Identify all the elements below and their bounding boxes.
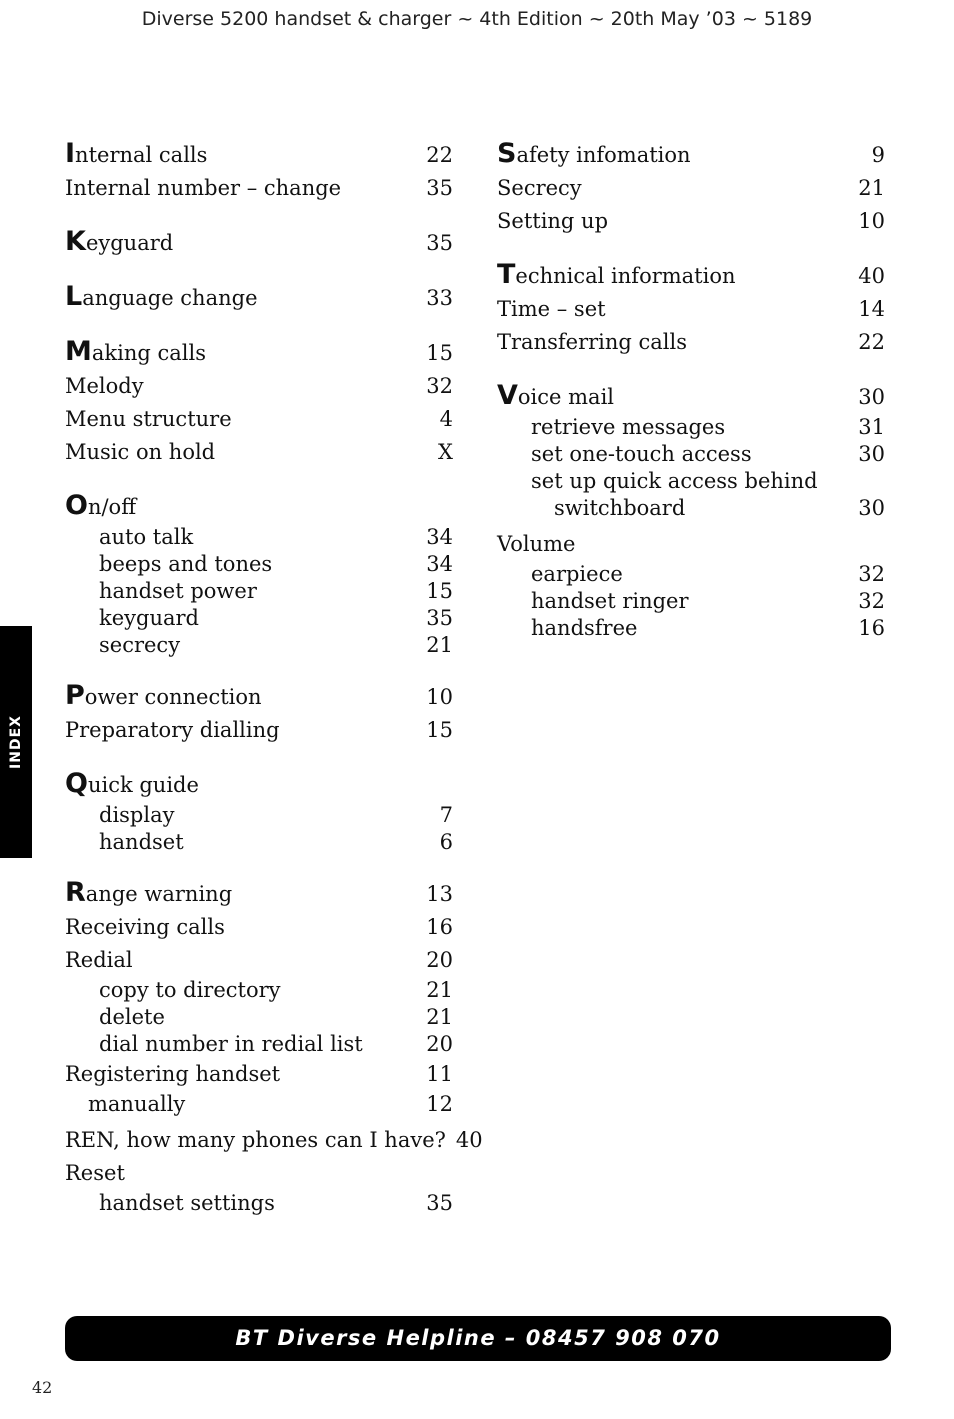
index-group-s (497, 137, 885, 238)
index-entry (497, 379, 885, 414)
index-term: copy to directory (99, 978, 281, 1002)
index-initial-letter: R (65, 877, 86, 908)
index-entry (65, 1124, 483, 1157)
index-subentry (65, 1091, 453, 1118)
index-entry (497, 326, 885, 359)
index-page-number: 15 (426, 718, 453, 742)
index-term: handset settings (99, 1191, 275, 1215)
index-group-o (65, 489, 453, 659)
index-initial-letter: Q (65, 768, 88, 799)
index-page-number: 13 (426, 882, 453, 906)
index-term: aking calls (91, 341, 206, 365)
index-initial-letter: V (497, 380, 518, 411)
index-term: anguage change (82, 286, 258, 310)
index-page-number: 34 (426, 525, 453, 549)
index-entry (65, 679, 453, 714)
index-term: secrecy (99, 633, 181, 657)
index-term: handset (99, 830, 184, 854)
index-term: switchboard (554, 496, 686, 520)
index-page-number: 35 (426, 176, 453, 200)
index-page-number: 21 (426, 1005, 453, 1029)
index-term: set one-touch access (531, 442, 752, 466)
index-term: handsfree (531, 616, 638, 640)
index-initial-letter: M (65, 336, 92, 367)
index-initial-letter: S (497, 138, 517, 169)
index-group-m (65, 335, 453, 469)
index-page-number: 6 (439, 830, 453, 854)
index-column-right (497, 137, 885, 662)
index-term: earpiece (531, 562, 623, 586)
index-initial-letter: O (65, 490, 88, 521)
index-entry (65, 280, 453, 315)
index-subentry (65, 605, 453, 632)
index-group-k (65, 225, 453, 260)
index-page-number: 20 (426, 948, 453, 972)
index-page-number: 4 (439, 407, 453, 431)
index-entry (65, 370, 453, 403)
running-header: Diverse 5200 handset & charger ~ 4th Edition ~ 20th May ’03 ~ 5189 (141, 8, 813, 30)
index-initial-letter: I (65, 138, 76, 169)
index-term: Secrecy (497, 176, 582, 200)
page-number: 42 (32, 1378, 53, 1397)
index-subentry (65, 1031, 453, 1058)
index-page-number: 32 (858, 562, 885, 586)
index-page-number: 10 (426, 685, 453, 709)
index-entry (65, 1058, 453, 1091)
index-subentry (497, 468, 885, 495)
index-term: handset ringer (531, 589, 689, 613)
index-term: Registering handset (65, 1062, 281, 1086)
index-term: afety infomation (516, 143, 691, 167)
index-term: Reset (65, 1161, 125, 1185)
index-page-number: 34 (426, 552, 453, 576)
index-term: Volume (497, 532, 576, 556)
index-term: delete (99, 1005, 165, 1029)
index-initial-letter: K (65, 226, 86, 257)
index-term: Receiving calls (65, 915, 225, 939)
index-entry (497, 293, 885, 326)
index-term: Preparatory dialling (65, 718, 280, 742)
index-entry (497, 172, 885, 205)
index-group-l (65, 280, 453, 315)
index-entry (65, 1157, 453, 1190)
index-term: manually (88, 1092, 186, 1116)
index-subentry (65, 977, 453, 1004)
index-subentry (65, 551, 453, 578)
index-page-number: 30 (858, 442, 885, 466)
index-term: echnical information (515, 264, 736, 288)
index-term: Setting up (497, 209, 609, 233)
index-group-t (497, 258, 885, 359)
index-term: Melody (65, 374, 144, 398)
index-page-number: 30 (858, 385, 885, 409)
index-term: display (99, 803, 175, 827)
index-subentry (497, 441, 885, 468)
index-term: dial number in redial list (99, 1032, 363, 1056)
index-entry (65, 137, 453, 172)
index-term: retrieve messages (531, 415, 726, 439)
index-page-number: 12 (426, 1092, 453, 1116)
index-page-number: 16 (426, 915, 453, 939)
index-page-number: 16 (858, 616, 885, 640)
index-initial-letter: T (497, 259, 516, 290)
index-entry (65, 335, 453, 370)
index-term: beeps and tones (99, 552, 273, 576)
index-term: ange warning (85, 882, 233, 906)
index-entry (65, 489, 453, 524)
index-subentry (65, 632, 453, 659)
index-term: eyguard (85, 231, 174, 255)
helpline-banner: BT Diverse Helpline – 08457 908 070 (65, 1316, 891, 1361)
index-page-number: 40 (858, 264, 885, 288)
index-subentry (65, 524, 453, 551)
index-term: uick guide (87, 773, 199, 797)
index-page-number: X (438, 440, 453, 464)
index-page-number: 32 (858, 589, 885, 613)
index-side-tab (0, 626, 32, 858)
index-group-v (497, 379, 885, 642)
index-term: ower connection (84, 685, 262, 709)
index-subentry (65, 1004, 453, 1031)
index-page-number: 35 (426, 606, 453, 630)
index-page-number: 35 (426, 231, 453, 255)
index-subentry (497, 615, 885, 642)
index-subentry (497, 588, 885, 615)
index-term: nternal calls (75, 143, 208, 167)
index-page-number: 31 (858, 415, 885, 439)
index-page-number: 35 (426, 1191, 453, 1215)
index-term: Time – set (497, 297, 606, 321)
index-term: set up quick access behind (531, 469, 818, 493)
index-page-number: 11 (426, 1062, 453, 1086)
index-initial-letter: P (65, 680, 85, 711)
index-term: Internal number – change (65, 176, 342, 200)
index-term: Transferring calls (497, 330, 687, 354)
index-page-number: 14 (858, 297, 885, 321)
index-page-number: 40 (455, 1128, 483, 1152)
index-page-number: 22 (426, 143, 453, 167)
index-subentry (65, 1190, 453, 1217)
index-entry (497, 205, 885, 238)
index-subentry-continued (497, 495, 885, 522)
index-entry (497, 528, 885, 561)
index-entry (65, 944, 453, 977)
index-entry (65, 436, 453, 469)
index-tab-label: INDEX (8, 715, 24, 769)
index-term: auto talk (99, 525, 194, 549)
index-term: keyguard (99, 606, 199, 630)
index-entry (497, 258, 885, 293)
index-entry (65, 172, 453, 205)
index-entry (65, 876, 453, 911)
index-page-number: 30 (858, 496, 885, 520)
index-page-number: 9 (871, 143, 885, 167)
index-page-number: 21 (426, 633, 453, 657)
index-subentry (497, 414, 885, 441)
index-subentry (65, 578, 453, 605)
index-page-number: 21 (426, 978, 453, 1002)
index-initial-letter: L (65, 281, 83, 312)
index-entry (65, 767, 453, 802)
index-entry (65, 911, 453, 944)
index-column-left (65, 137, 483, 1237)
index-entry (65, 403, 453, 436)
index-term: oice mail (517, 385, 614, 409)
index-term: Menu structure (65, 407, 232, 431)
index-page-number: 32 (426, 374, 453, 398)
index-page-number: 33 (426, 286, 453, 310)
index-entry (65, 225, 453, 260)
index-term: REN, how many phones can I have? (65, 1128, 446, 1152)
index-group-q (65, 767, 453, 856)
index-page-number: 21 (858, 176, 885, 200)
index-subentry (65, 802, 453, 829)
index-term: Redial (65, 948, 133, 972)
index-subentry (497, 561, 885, 588)
index-subentry (65, 829, 453, 856)
index-group-i (65, 137, 453, 205)
index-group-p (65, 679, 453, 747)
index-term: n/off (87, 495, 137, 519)
index-entry (65, 714, 453, 747)
index-page-number: 15 (426, 579, 453, 603)
index-term: handset power (99, 579, 257, 603)
index-term: Music on hold (65, 440, 216, 464)
index-entry (497, 137, 885, 172)
index-page-number: 7 (439, 803, 453, 827)
index-page-number: 10 (858, 209, 885, 233)
index-group-r (65, 876, 483, 1217)
index-page-number: 15 (426, 341, 453, 365)
index-page-number: 22 (858, 330, 885, 354)
index-page-number: 20 (426, 1032, 453, 1056)
